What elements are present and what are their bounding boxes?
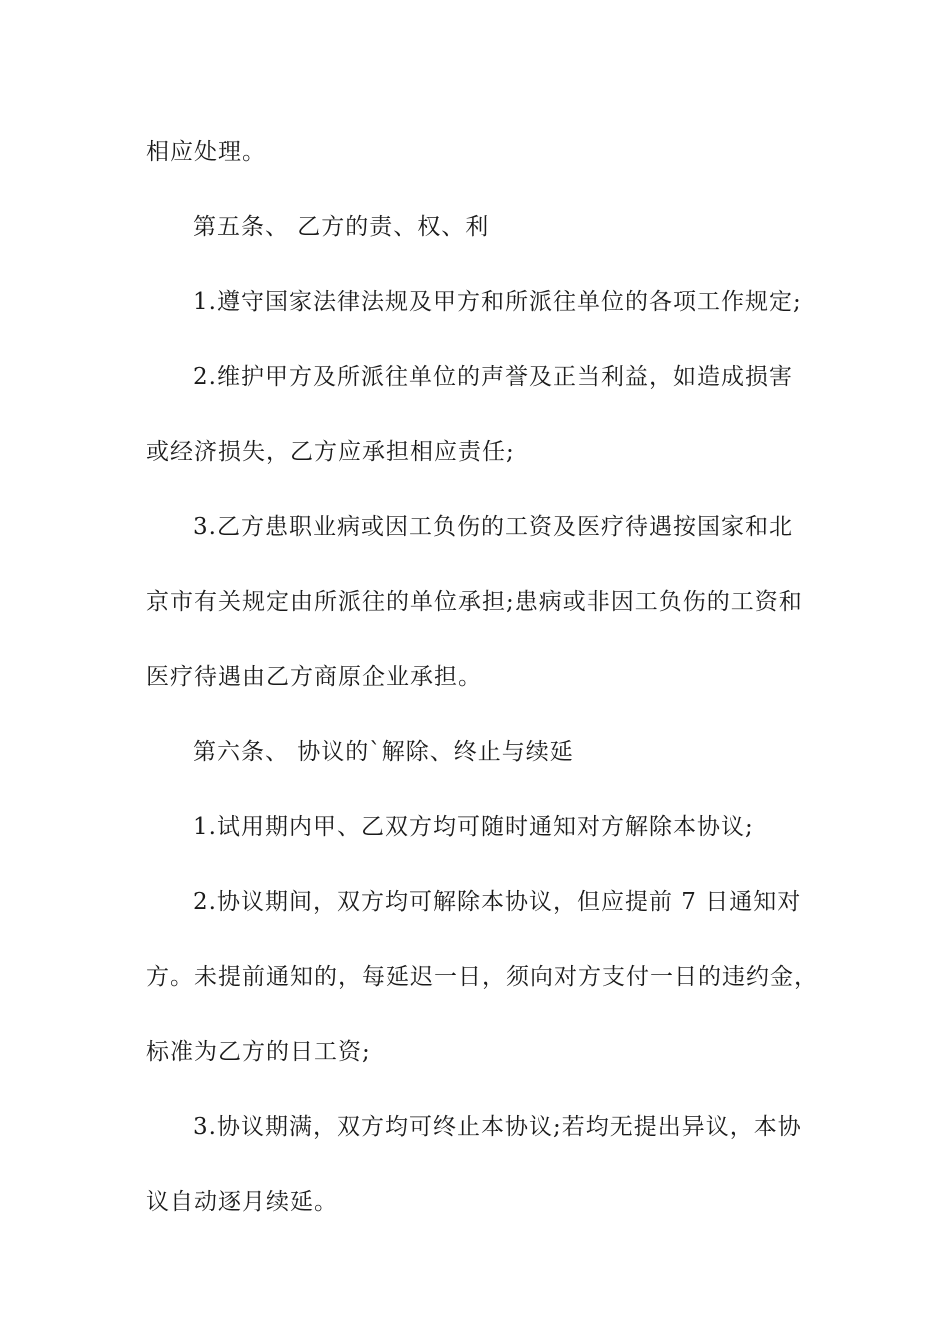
paragraph-line: 方。未提前通知的，每延迟一日，须向对方支付一日的违约金， — [146, 964, 818, 990]
paragraph-line: 相应处理。 — [146, 139, 266, 165]
list-item: 1.遵守国家法律法规及甲方和所派往单位的各项工作规定; — [193, 289, 802, 315]
list-item: 2.维护甲方及所派往单位的声誉及正当利益，如造成损害 — [193, 364, 793, 390]
paragraph-line: 标准为乙方的日工资; — [146, 1039, 371, 1065]
list-item: 1.试用期内甲、乙双方均可随时通知对方解除本协议; — [193, 814, 754, 840]
section-heading: 第六条、 协议的`解除、终止与续延 — [193, 739, 574, 765]
list-item: 3.协议期满，双方均可终止本协议;若均无提出异议，本协 — [193, 1114, 802, 1140]
paragraph-line: 京市有关规定由所派往的单位承担;患病或非因工负伤的工资和 — [146, 589, 803, 615]
paragraph-line: 议自动逐月续延。 — [146, 1189, 338, 1215]
paragraph-line: 或经济损失，乙方应承担相应责任; — [146, 439, 515, 465]
section-heading: 第五条、 乙方的责、权、利 — [193, 214, 490, 240]
list-item: 2.协议期间，双方均可解除本协议，但应提前 7 日通知对 — [193, 889, 802, 915]
paragraph-line: 医疗待遇由乙方商原企业承担。 — [146, 664, 482, 690]
list-item: 3.乙方患职业病或因工负伤的工资及医疗待遇按国家和北 — [193, 514, 793, 540]
